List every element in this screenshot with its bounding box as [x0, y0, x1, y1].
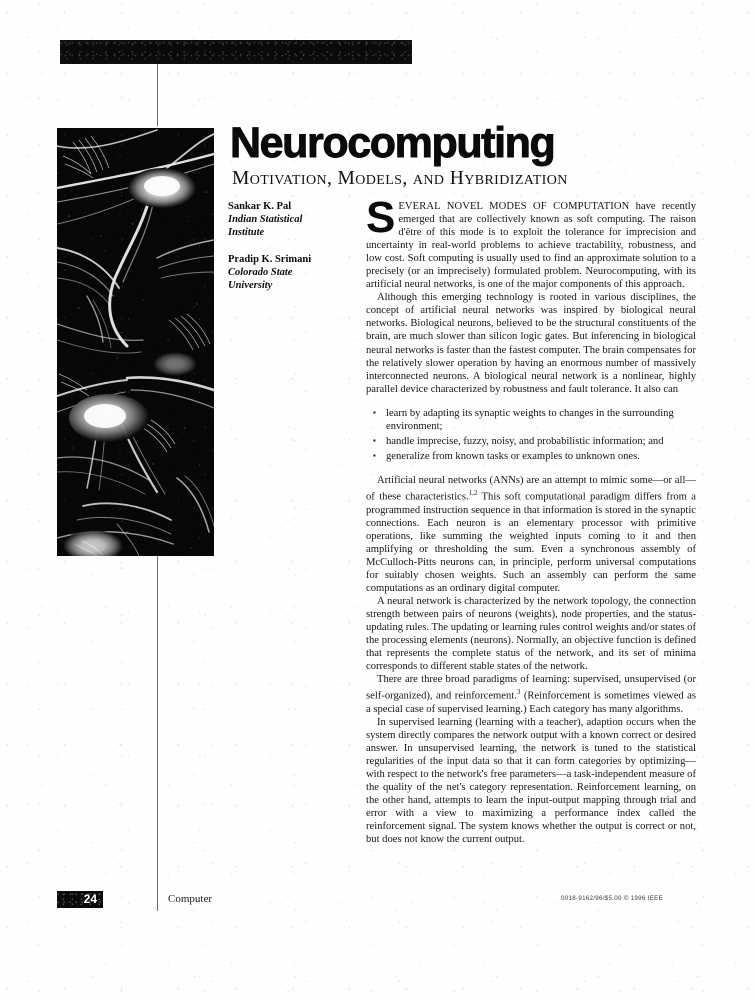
author-name-2: Pradip K. Srimani — [228, 254, 312, 265]
paragraph-3 — [366, 474, 696, 595]
list-item: ▪ generalize from known tasks or examples to unknown ones. — [384, 450, 696, 463]
author-name-1: Sankar K. Pal — [228, 201, 292, 212]
paragraph-5-part-b: (Reinforcement is sometimes viewed as a special case of supervised learning.) Each category has many algorithms. — [366, 690, 696, 715]
paragraph-1-lead: EVERAL NOVEL MODES OF COMPUTATION — [398, 201, 630, 212]
paragraph-5-part-a: There are three broad paradigms of learning: supervised, unsupervised (or self-organized), and reinforcement. — [366, 674, 696, 702]
guest-editors-banner — [60, 40, 412, 64]
article-title: Neurocomputing — [230, 119, 555, 167]
drop-cap: S — [366, 193, 396, 242]
paragraph-3-part-a: Artificial neural networks (ANNs) are an attempt to mimic some—or all—of these characteristics. — [366, 474, 696, 503]
banner-halftone-texture — [60, 40, 412, 64]
banner-label: Guest Editors' Introduction — [41, 2, 234, 18]
journal-name: Computer — [168, 893, 212, 905]
paragraph-1 — [366, 193, 696, 291]
paragraph-3-part-b: This soft computational paradigm differs from a programmed instruction sequence in that information is stored in the synaptic connections. Each neuron is an elementary processor with primitive operations, like summing the weighted inputs coming to it and then amplifying or thresholding the sum. Even a synchronous assembly of McCulloch-Pitts neurons can, in principle, perform universal computations for suitably chosen weights. Such an assembly can perform the same computations as an ordinary digital computer. — [366, 491, 696, 594]
copyright-line: 0018-9162/96/$5.00 © 1996 IEEE — [561, 895, 663, 902]
neuron-micrograph-figure — [57, 128, 214, 556]
author-affiliation-1-line2: Institute — [228, 227, 265, 238]
paragraph-2: Although this emerging technology is rooted in various disciplines, the concept of artificial neural networks was inspired by biological neural networks. Biological neurons, believed to be the structural constituents of the brain, are much slower than silicon logic gates. But inferencing in biological neural networks is faster than the fastest computer. The brain compensates for the relatively slower operation by having an enormous number of massively interconnected neurons. A biological neural network is a nonlinear, highly parallel device characterized by robustness and fault tolerance. It also can — [366, 292, 696, 395]
page-number: 24 — [83, 892, 97, 906]
paragraph-1-text: have recently emerged that are collectively known as soft computing. The raison d'être of this mode is to exploit the tolerance for imprecision and uncertainty in real-world problems to achieve tractability, robustness, and low cost. Soft computing is usually used to find an approximate solution to a precisely (or an imprecisely) formulated problem. Neurocomputing, with its artificial neural networks, is one of the major components of this approach. — [366, 201, 696, 291]
paragraph-4: A neural network is characterized by the network topology, the connection strength between pairs of neurons (weights), node properties, and the status-updating rules. The updating or learning rules control weights and/or states of the processing elements (neurons). Normally, an objective function is defined that represents the complete status of the network, and its set of minima corresponds to different stable states of the network. — [366, 595, 696, 673]
author-byline — [228, 200, 348, 292]
reference-marker-2: 3 — [516, 688, 521, 697]
capability-bullet-list — [366, 407, 696, 463]
reference-marker-1: 1,2 — [468, 488, 478, 497]
paragraph-5 — [366, 673, 696, 716]
list-item: ▪ handle imprecise, fuzzy, noisy, and probabilistic information; and — [384, 435, 696, 448]
author-affiliation-2-line1: Colorado State — [228, 267, 293, 278]
body-column — [366, 193, 696, 846]
list-item: ▪ learn by adapting its synaptic weights to changes in the surrounding environment; — [384, 407, 696, 433]
paragraph-6: In supervised learning (learning with a teacher), adaption occurs when the system directly compares the network output with a known correct or desired answer. In unsupervised learning, the network is tuned to the statistical regularities of the input data so that it can form categories by optimizing—with respect to the network's free parameters—a task-independent measure of the quality of the net's category representation. Reinforcement learning, on the other hand, attempts to learn the input-output mapping through trial and error with a view to maximizing a performance index called the reinforcement signal. The system knows whether the output is correct or not, but does not know the current output. — [366, 716, 696, 846]
column-divider-rule-top — [157, 64, 158, 126]
article-subtitle: Motivation, Models, and Hybridization — [232, 168, 568, 189]
author-affiliation-1-line1: Indian Statistical — [228, 214, 303, 225]
column-divider-rule-bottom — [157, 556, 158, 911]
author-affiliation-2-line2: University — [228, 280, 273, 291]
